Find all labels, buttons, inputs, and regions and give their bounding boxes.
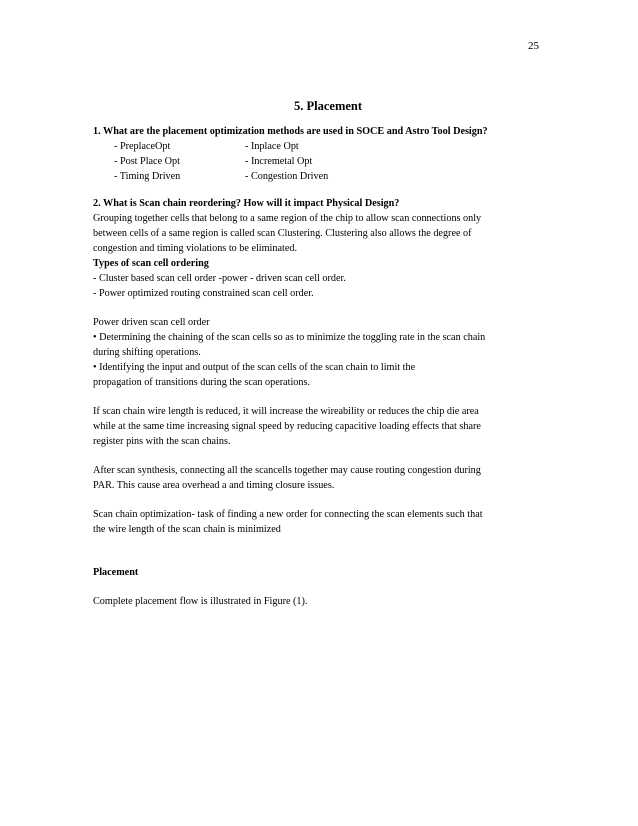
power-driven-paragraph bbox=[93, 315, 553, 390]
option-left: - PreplaceOpt bbox=[114, 141, 171, 152]
wire-length-paragraph bbox=[93, 404, 553, 449]
page-number: 25 bbox=[528, 40, 539, 52]
text-line: Grouping together cells that belong to a same region of the chip to allow scan connections only bbox=[93, 213, 482, 224]
optimization-paragraph bbox=[93, 507, 553, 537]
text-line: After scan synthesis, connecting all the scancells together may cause routing congestion during bbox=[93, 465, 481, 476]
after-synthesis-paragraph bbox=[93, 463, 553, 493]
question-1: 1. What are the placement optimization methods are used in SOCE and Astro Tool Design? bbox=[93, 126, 488, 137]
option-left: - Post Place Opt bbox=[114, 156, 180, 167]
text-line: PAR. This cause area overhead a and timing closure issues. bbox=[93, 480, 335, 491]
text-line: congestion and timing violations to be eliminated. bbox=[93, 243, 297, 254]
optimization-methods-list bbox=[93, 139, 553, 184]
option-left: - Timing Driven bbox=[114, 171, 181, 182]
option-right: - Inplace Opt bbox=[245, 141, 299, 152]
question-2: 2. What is Scan chain reordering? How will it impact Physical Design? bbox=[93, 198, 400, 209]
list-item bbox=[93, 154, 553, 169]
types-list bbox=[93, 271, 553, 301]
text-line: • Identifying the input and output of the scan cells of the scan chain to limit the bbox=[93, 362, 416, 373]
placement-text: Complete placement flow is illustrated in Figure (1). bbox=[93, 596, 308, 607]
placement-heading: Placement bbox=[93, 567, 139, 578]
list-item bbox=[93, 169, 553, 184]
text-line: while at the same time increasing signal speed by reducing capacitive loading effects that share bbox=[93, 421, 481, 432]
document-body bbox=[93, 95, 553, 609]
section-title: 5. Placement bbox=[293, 99, 363, 113]
text-line: between cells of a same region is called scan Clustering. Clustering also allows the degree of bbox=[93, 228, 472, 239]
list-item bbox=[93, 139, 553, 154]
option-right: - Congestion Driven bbox=[245, 171, 329, 182]
text-line: the wire length of the scan chain is minimized bbox=[93, 524, 281, 535]
text-line: - Cluster based scan cell order -power - driven scan cell order. bbox=[93, 273, 346, 284]
types-heading: Types of scan cell ordering bbox=[93, 258, 209, 269]
text-line: • Determining the chaining of the scan cells so as to minimize the toggling rate in the scan chain bbox=[93, 332, 486, 343]
text-line: Scan chain optimization- task of finding a new order for connecting the scan elements such that bbox=[93, 509, 483, 520]
text-line: If scan chain wire length is reduced, it will increase the wireability or reduces the chip die area bbox=[93, 406, 479, 417]
text-line: during shifting operations. bbox=[93, 347, 201, 358]
text-line: propagation of transitions during the scan operations. bbox=[93, 377, 311, 388]
text-line: register pins with the scan chains. bbox=[93, 436, 231, 447]
scan-reorder-answer bbox=[93, 211, 553, 256]
option-right: - Incremetal Opt bbox=[245, 156, 313, 167]
text-line: - Power optimized routing constrained scan cell order. bbox=[93, 288, 314, 299]
text-line: Power driven scan cell order bbox=[93, 317, 210, 328]
